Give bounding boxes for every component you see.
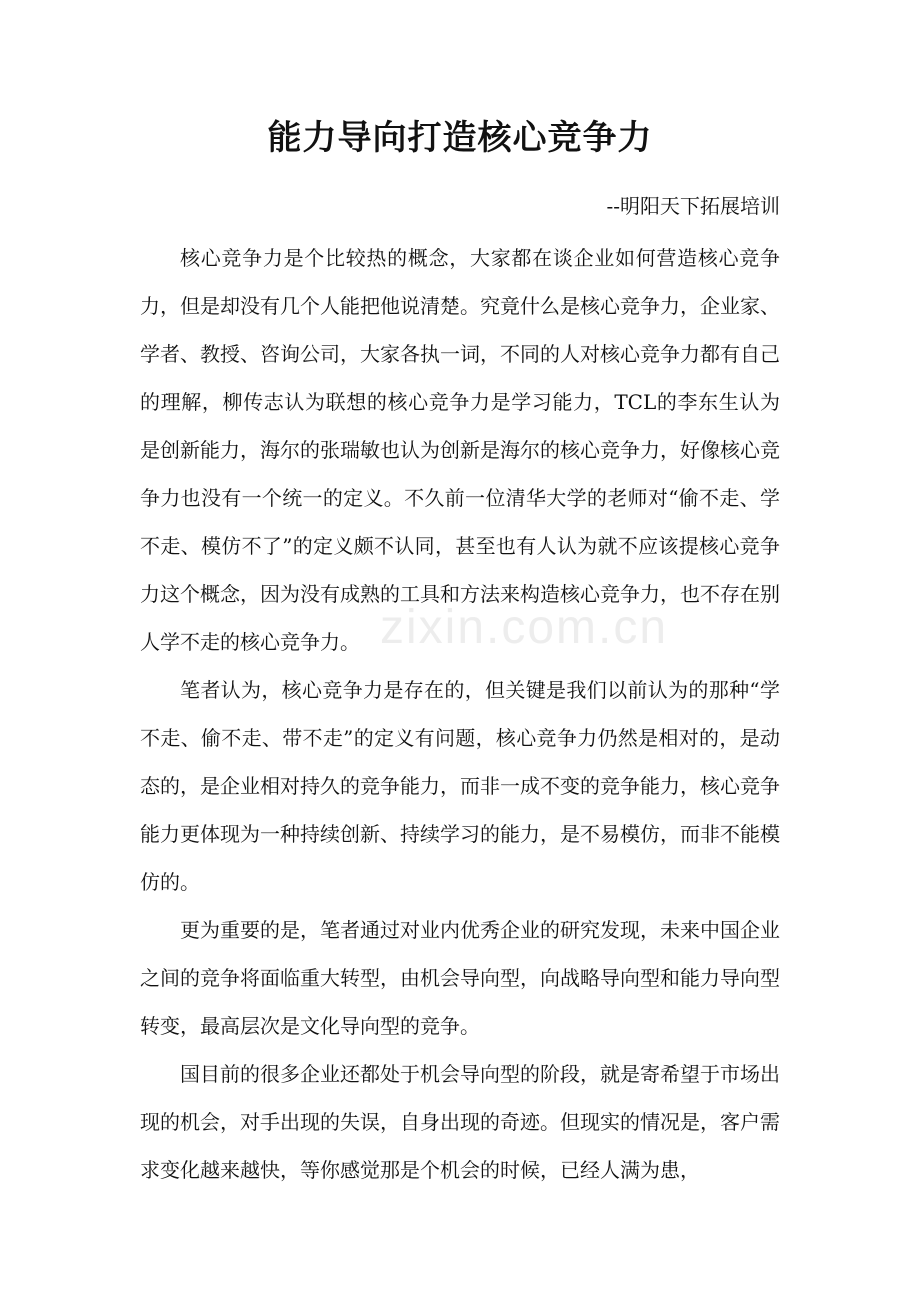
paragraph-1: 核心竞争力是个比较热的概念，大家都在谈企业如何营造核心竞争力，但是却没有几个人能把他说清楚。究竟什么是核心竞争力，企业家、学者、教授、咨询公司，大家各执一词，不同的人对核心竞争力都有自己的理解，柳传志认为联想的核心竞争力是学习能力，TCL的李东生认为是创新能力，海尔的张瑞敏也认为创新是海尔的核心竞争力，好像核心竞争力也没有一个统一的定义。不久前一位清华大学的老师对“偷不走、学不走、模仿不了”的定义颇不认同，甚至也有人认为就不应该提核心竞争力这个概念，因为没有成熟的工具和方法来构造核心竞争力，也不存在别人学不走的核心竞争力。	[140, 246, 780, 654]
document-title: 能力导向打造核心竞争力	[267, 118, 653, 158]
paragraph-2: 笔者认为，核心竞争力是存在的，但关键是我们以前认为的那种“学不走、偷不走、带不走”的定义有问题，核心竞争力仍然是相对的，是动态的，是企业相对持久的竞争能力，而非一成不变的竞争能力，核心竞争能力更体现为一种持续创新、持续学习的能力，是不易模仿，而非不能模仿的。	[140, 678, 780, 894]
watermark: zixin.com.cn	[380, 601, 669, 654]
paragraph-4: 国目前的很多企业还都处于机会导向型的阶段，就是寄希望于市场出现的机会，对手出现的失误，自身出现的奇迹。但现实的情况是，客户需求变化越来越快，等你感觉那是个机会的时候，已经人满为患，	[140, 1062, 780, 1182]
paragraph-3: 更为重要的是，笔者通过对业内优秀企业的研究发现，未来中国企业之间的竞争将面临重大转型，由机会导向型，向战略导向型和能力导向型转变，最高层次是文化导向型的竞争。	[140, 918, 780, 1038]
document-byline: --明阳天下拓展培训	[606, 194, 780, 218]
document-body	[140, 234, 780, 1194]
